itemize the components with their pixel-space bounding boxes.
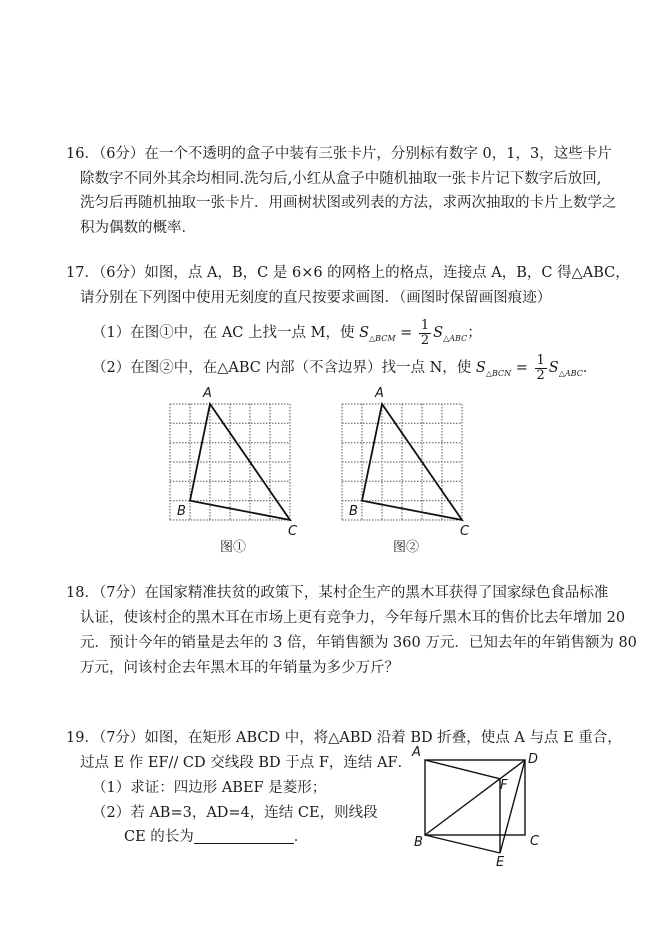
q19-label-D: D bbox=[528, 752, 539, 767]
q17-line1: 17．（6分）如图，点 A，B，C 是 6×6 的网格上的格点，连接点 A，B，C 得△ABC， bbox=[66, 265, 630, 281]
q17-part1-S1: S bbox=[359, 325, 370, 341]
q17-fig2-label-C: C bbox=[460, 524, 470, 539]
q19-label-C: C bbox=[530, 834, 540, 849]
q18-line2: 认证，使该村企的黑木耳在市场上更有竞争力，今年每斤黑木耳的售价比去年增加 20 bbox=[80, 610, 626, 626]
q19-part1: （1）求证：四边形 ABEF 是菱形； bbox=[92, 780, 327, 796]
q17-part1-S2: S bbox=[433, 325, 444, 341]
q18-line1: 18．（7分）在国家精准扶贫的政策下，某村企生产的黑木耳获得了国家绿色食品标准 bbox=[66, 585, 609, 601]
q17-figure2-grid bbox=[342, 404, 462, 520]
q19-label-A: A bbox=[412, 745, 421, 760]
q19-figure-lines bbox=[425, 760, 525, 853]
q17-fig1-label-A: A bbox=[203, 386, 212, 401]
q19-segment-AF bbox=[425, 760, 500, 779]
q17-fig1-label-B: B bbox=[177, 504, 186, 519]
q18-line4: 万元，问该村企去年黑木耳的年销量为多少万斤？ bbox=[80, 660, 399, 676]
q17-figure1 bbox=[170, 404, 294, 522]
q17-part1-suffix: ； bbox=[467, 325, 482, 341]
q16-line3: 洗匀后再随机抽取一张卡片．用画树状图或列表的方法，求两次抽取的卡片上数学之 bbox=[80, 195, 617, 211]
q19-answer-blank[interactable] bbox=[194, 829, 294, 844]
q19-line1: 19．（7分）如图，在矩形 ABCD 中，将△ABD 沿着 BD 折叠，使点 A 与点 E 重合， bbox=[66, 730, 622, 746]
q16-line1: 16．（6分）在一个不透明的盒子中装有三张卡片，分别标有数字 0，1，3，这些卡片 bbox=[66, 146, 612, 162]
q19-part3 bbox=[124, 828, 308, 846]
q19-part2: （2）若 AB=3，AD=4，连结 CE，则线段 bbox=[92, 805, 378, 821]
q17-part1-num: 1 bbox=[420, 317, 430, 333]
q19-figure bbox=[420, 755, 532, 860]
q17-part1-sub1: △BCM bbox=[369, 334, 396, 343]
q19-part3-text: CE 的长为 bbox=[124, 829, 194, 845]
q17-figure2 bbox=[342, 404, 466, 522]
q16-line2: 除数字不同外其余均相同.洗匀后,小红从盒子中随机抽取一张卡片记下数字后放回, bbox=[80, 171, 602, 187]
q17-line2: 请分别在下列图中使用无刻度的直尺按要求画图．（画图时保留画图痕迹） bbox=[80, 290, 552, 306]
q17-part2-sub1: △BCN bbox=[485, 369, 512, 378]
q17-part1-eq: = bbox=[395, 325, 417, 341]
q17-part2-sub2: △ABC bbox=[558, 369, 583, 378]
q17-fig2-label-A: A bbox=[375, 386, 384, 401]
q19-part3-end: ． bbox=[293, 829, 309, 845]
q18-line3: 元．预计今年的销量是去年的 3 倍，年销售额为 360 万元．已知去年的年销售额为 80 bbox=[80, 635, 637, 651]
q17-part1 bbox=[92, 318, 482, 354]
q19-label-B: B bbox=[414, 835, 423, 850]
q19-segment-DE bbox=[500, 760, 525, 853]
q17-fig1-label-C: C bbox=[288, 524, 298, 539]
q17-part1-prefix: （1）在图①中，在 AC 上找一点 M，使 bbox=[92, 325, 360, 341]
q17-part2-S2: S bbox=[548, 360, 559, 376]
q17-fig2-label-B: B bbox=[349, 504, 358, 519]
q17-part2-suffix: ． bbox=[582, 360, 598, 376]
q19-diagonal-BD bbox=[425, 760, 525, 835]
q17-part2 bbox=[92, 353, 597, 389]
q17-part2-eq: = bbox=[511, 360, 533, 376]
q16-line4: 积为偶数的概率． bbox=[80, 220, 196, 236]
q17-part2-fraction bbox=[535, 354, 547, 383]
q19-label-F: F bbox=[500, 778, 508, 793]
q17-part2-prefix: （2）在图②中，在△ABC 内部（不含边界）找一点 N，使 bbox=[92, 360, 476, 376]
q17-part2-S1: S bbox=[475, 360, 486, 376]
q19-segment-BE bbox=[425, 835, 500, 853]
q17-part1-fraction bbox=[419, 319, 431, 348]
q19-line2: 过点 E 作 EF// CD 交线段 BD 于点 F，连结 AF． bbox=[80, 755, 413, 771]
q17-fig2-caption: 图② bbox=[393, 540, 420, 555]
q17-part2-num: 1 bbox=[536, 352, 545, 368]
q17-part1-den: 2 bbox=[420, 332, 430, 348]
q19-label-E: E bbox=[496, 855, 505, 870]
q17-part2-den: 2 bbox=[536, 367, 545, 383]
q17-figure1-grid bbox=[170, 404, 290, 520]
q17-fig1-caption: 图① bbox=[220, 540, 247, 555]
q17-part1-sub2: △ABC bbox=[443, 334, 468, 343]
